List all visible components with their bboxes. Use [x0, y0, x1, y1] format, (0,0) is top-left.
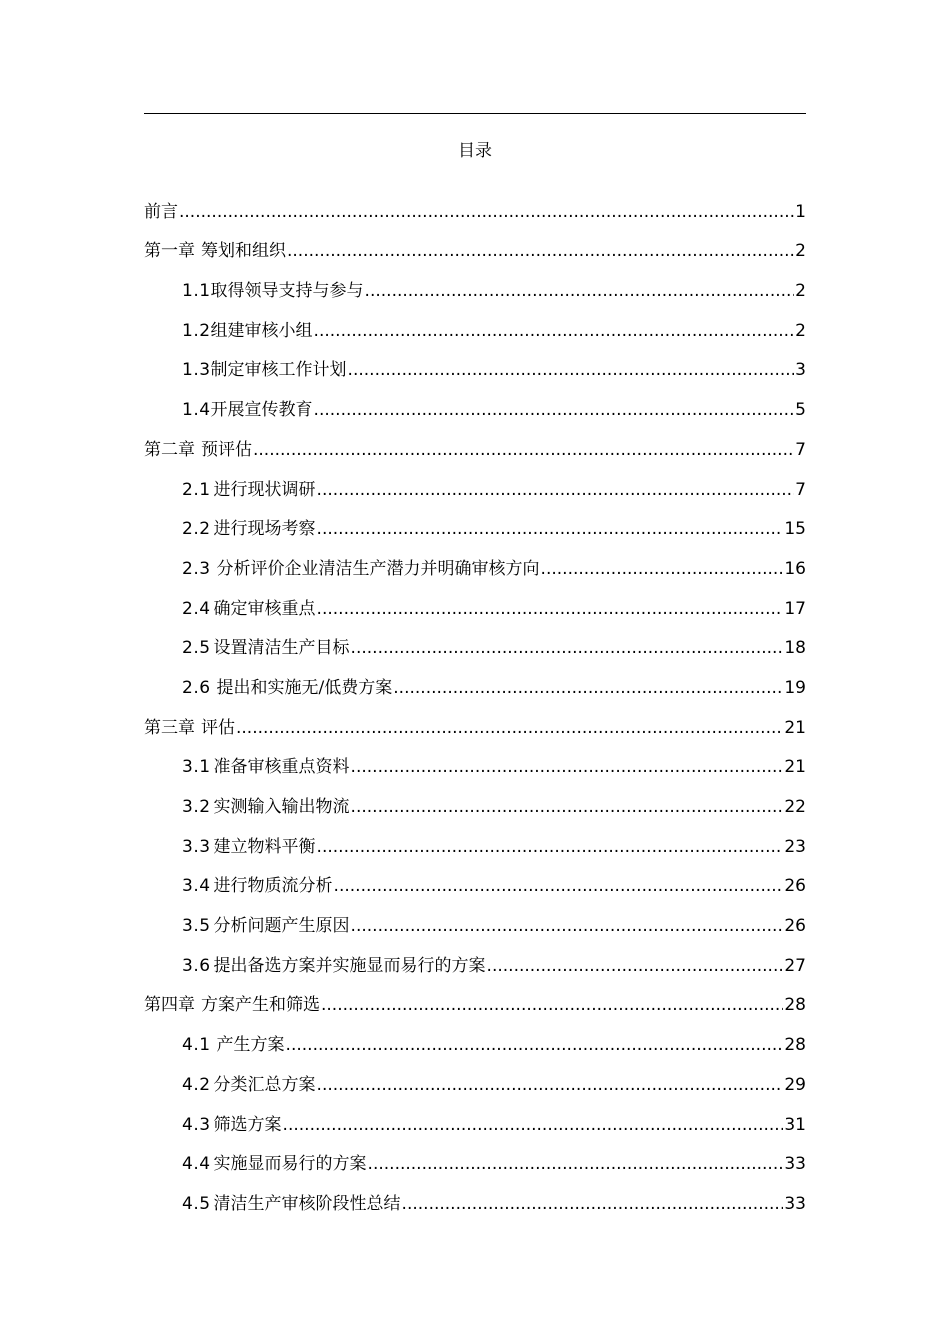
- toc-entry-4-4[interactable]: [144, 1139, 806, 1179]
- toc-entry-page: 26: [784, 916, 806, 937]
- toc-leader-dots: [179, 198, 794, 226]
- toc-entry-page: 15: [784, 519, 806, 540]
- toc-entry-chapter-1[interactable]: [144, 226, 806, 266]
- toc-entry-number: 3.2: [182, 797, 211, 817]
- toc-leader-dots: [351, 634, 784, 662]
- toc-leader-dots: [317, 476, 795, 504]
- toc-entry-2-4[interactable]: [144, 583, 806, 623]
- toc-entry-text: 进行物质流分析: [213, 876, 333, 897]
- toc-entry-page: 2: [795, 281, 806, 302]
- toc-entry-2-3[interactable]: [144, 543, 806, 583]
- toc-entry-preface[interactable]: [144, 186, 806, 226]
- toc-entry-page: 16: [784, 558, 806, 579]
- toc-entry-2-5[interactable]: [144, 623, 806, 663]
- toc-entry-text: 清洁生产审核阶段性总结: [213, 1193, 401, 1214]
- toc-entry-number: 2.1: [182, 479, 211, 500]
- toc-entry-text: 取得领导支持与参与: [210, 281, 364, 302]
- toc-entry-page: 2: [795, 241, 806, 262]
- toc-entry-number: 第四章: [144, 995, 195, 1016]
- toc-entry-text: 产生方案: [216, 1035, 285, 1056]
- toc-entry-number: 1.3: [182, 360, 211, 381]
- toc-entry-number: 3.1: [182, 757, 211, 778]
- toc-entry-3-6[interactable]: [144, 940, 806, 980]
- toc-entry-page: 1: [795, 201, 806, 222]
- toc-entry-text: 预评估: [201, 439, 252, 460]
- toc-entry-number: 2.5: [182, 638, 211, 659]
- toc-entry-page: 19: [784, 677, 806, 698]
- toc-leader-dots: [487, 952, 784, 980]
- toc-entry-page: 28: [784, 1035, 806, 1056]
- toc-entry-text: 建立物料平衡: [213, 836, 316, 857]
- toc-entry-page: 2: [795, 320, 806, 341]
- toc-entry-text: 实测输入输出物流: [213, 797, 350, 817]
- table-of-contents: [144, 186, 806, 1218]
- toc-leader-dots: [287, 237, 794, 265]
- toc-leader-dots: [317, 833, 784, 861]
- toc-entry-1-3[interactable]: [144, 345, 806, 385]
- toc-title: 目录: [458, 141, 492, 161]
- toc-entry-page: 18: [784, 638, 806, 659]
- toc-entry-page: 3: [795, 360, 806, 381]
- toc-entry-text: 筹划和组织: [201, 241, 286, 262]
- toc-entry-text: 确定审核重点: [213, 598, 316, 619]
- toc-entry-4-5[interactable]: [144, 1178, 806, 1218]
- toc-entry-text: 进行现状调研: [213, 479, 316, 500]
- toc-entry-page: 27: [784, 955, 806, 976]
- toc-leader-dots: [317, 1071, 784, 1099]
- toc-entry-text: 分析评价企业清洁生产潜力并明确审核方向: [216, 558, 540, 579]
- toc-entry-number: 第一章: [144, 241, 195, 262]
- toc-entry-text: 前言: [144, 201, 178, 222]
- toc-entry-3-1[interactable]: [144, 742, 806, 782]
- toc-leader-dots: [334, 872, 784, 900]
- toc-entry-1-1[interactable]: [144, 265, 806, 305]
- toc-entry-number: 1.1: [182, 281, 211, 302]
- toc-entry-number: 4.3: [182, 1114, 211, 1135]
- toc-entry-2-1[interactable]: [144, 464, 806, 504]
- toc-leader-dots: [351, 753, 784, 781]
- toc-entry-text: 准备审核重点资料: [213, 757, 350, 778]
- toc-entry-page: 21: [784, 717, 806, 738]
- toc-entry-page: 33: [784, 1193, 806, 1214]
- toc-leader-dots: [314, 396, 795, 424]
- toc-entry-number: 1.2: [182, 320, 211, 341]
- toc-leader-dots: [253, 436, 794, 464]
- toc-entry-number: 4.4: [182, 1154, 211, 1175]
- toc-entry-page: 26: [784, 876, 806, 897]
- toc-leader-dots: [236, 714, 783, 742]
- toc-leader-dots: [393, 674, 783, 702]
- toc-entry-number: 2.6: [182, 677, 211, 698]
- toc-leader-dots: [351, 793, 784, 821]
- toc-entry-1-4[interactable]: [144, 384, 806, 424]
- toc-leader-dots: [541, 555, 784, 583]
- toc-entry-number: 3.6: [182, 955, 211, 976]
- toc-entry-text: 提出和实施无/低费方案: [216, 677, 393, 698]
- toc-leader-dots: [365, 277, 795, 305]
- toc-entry-page: 33: [784, 1154, 806, 1175]
- toc-leader-dots: [286, 1031, 784, 1059]
- toc-entry-3-2[interactable]: [144, 781, 806, 821]
- toc-entry-number: 2.4: [182, 598, 211, 619]
- toc-entry-page: 17: [784, 598, 806, 619]
- toc-entry-3-5[interactable]: [144, 900, 806, 940]
- toc-entry-page: 28: [784, 995, 806, 1016]
- toc-entry-4-2[interactable]: [144, 1059, 806, 1099]
- toc-entry-page: 21: [784, 757, 806, 778]
- toc-entry-text: 分类汇总方案: [213, 1074, 316, 1095]
- toc-entry-text: 进行现场考察: [213, 519, 316, 540]
- toc-entry-page: 5: [795, 400, 806, 421]
- toc-entry-number: 2.2: [182, 519, 211, 540]
- toc-entry-number: 4.5: [182, 1193, 211, 1214]
- toc-entry-page: 29: [784, 1074, 806, 1095]
- toc-entry-number: 2.3: [182, 558, 211, 579]
- toc-entry-3-3[interactable]: [144, 821, 806, 861]
- toc-entry-text: 分析问题产生原因: [213, 916, 350, 937]
- toc-entry-text: 开展宣传教育: [210, 400, 313, 421]
- toc-entry-number: 1.4: [182, 400, 211, 421]
- toc-leader-dots: [317, 595, 784, 623]
- toc-entry-chapter-4[interactable]: [144, 980, 806, 1020]
- toc-entry-text: 提出备选方案并实施显而易行的方案: [213, 955, 486, 976]
- toc-entry-page: 23: [784, 836, 806, 857]
- toc-entry-2-6[interactable]: [144, 662, 806, 702]
- toc-entry-page: 7: [795, 479, 806, 500]
- toc-entry-number: 3.5: [182, 916, 211, 937]
- toc-entry-2-2[interactable]: [144, 504, 806, 544]
- toc-leader-dots: [321, 991, 783, 1019]
- toc-entry-page: 31: [784, 1114, 806, 1135]
- header-rule: [144, 113, 806, 114]
- toc-entry-4-1[interactable]: [144, 1019, 806, 1059]
- toc-entry-text: 实施显而易行的方案: [213, 1154, 367, 1175]
- toc-leader-dots: [368, 1150, 784, 1178]
- toc-entry-number: 第三章: [144, 717, 195, 738]
- toc-entry-page: 22: [784, 797, 806, 817]
- toc-entry-text: 筛选方案: [213, 1114, 282, 1135]
- toc-entry-1-2[interactable]: [144, 305, 806, 345]
- toc-entry-text: 组建审核小组: [210, 320, 313, 341]
- toc-leader-dots: [317, 515, 784, 543]
- toc-entry-number: 3.4: [182, 876, 211, 897]
- toc-entry-page: 7: [795, 439, 806, 460]
- toc-leader-dots: [402, 1190, 784, 1218]
- toc-leader-dots: [314, 317, 795, 345]
- toc-leader-dots: [283, 1111, 784, 1139]
- toc-entry-text: 制定审核工作计划: [210, 360, 347, 381]
- toc-entry-4-3[interactable]: [144, 1099, 806, 1139]
- toc-leader-dots: [348, 356, 795, 384]
- toc-entry-chapter-3[interactable]: [144, 702, 806, 742]
- toc-entry-number: 3.3: [182, 836, 211, 857]
- toc-entry-text: 设置清洁生产目标: [213, 638, 350, 659]
- toc-entry-text: 方案产生和筛选: [201, 995, 320, 1016]
- toc-entry-number: 4.1: [182, 1035, 211, 1056]
- toc-entry-number: 4.2: [182, 1074, 211, 1095]
- toc-leader-dots: [351, 912, 784, 940]
- toc-entry-3-4[interactable]: [144, 861, 806, 901]
- toc-entry-text: 评估: [201, 717, 235, 738]
- toc-entry-number: 第二章: [144, 439, 195, 460]
- toc-entry-chapter-2[interactable]: [144, 424, 806, 464]
